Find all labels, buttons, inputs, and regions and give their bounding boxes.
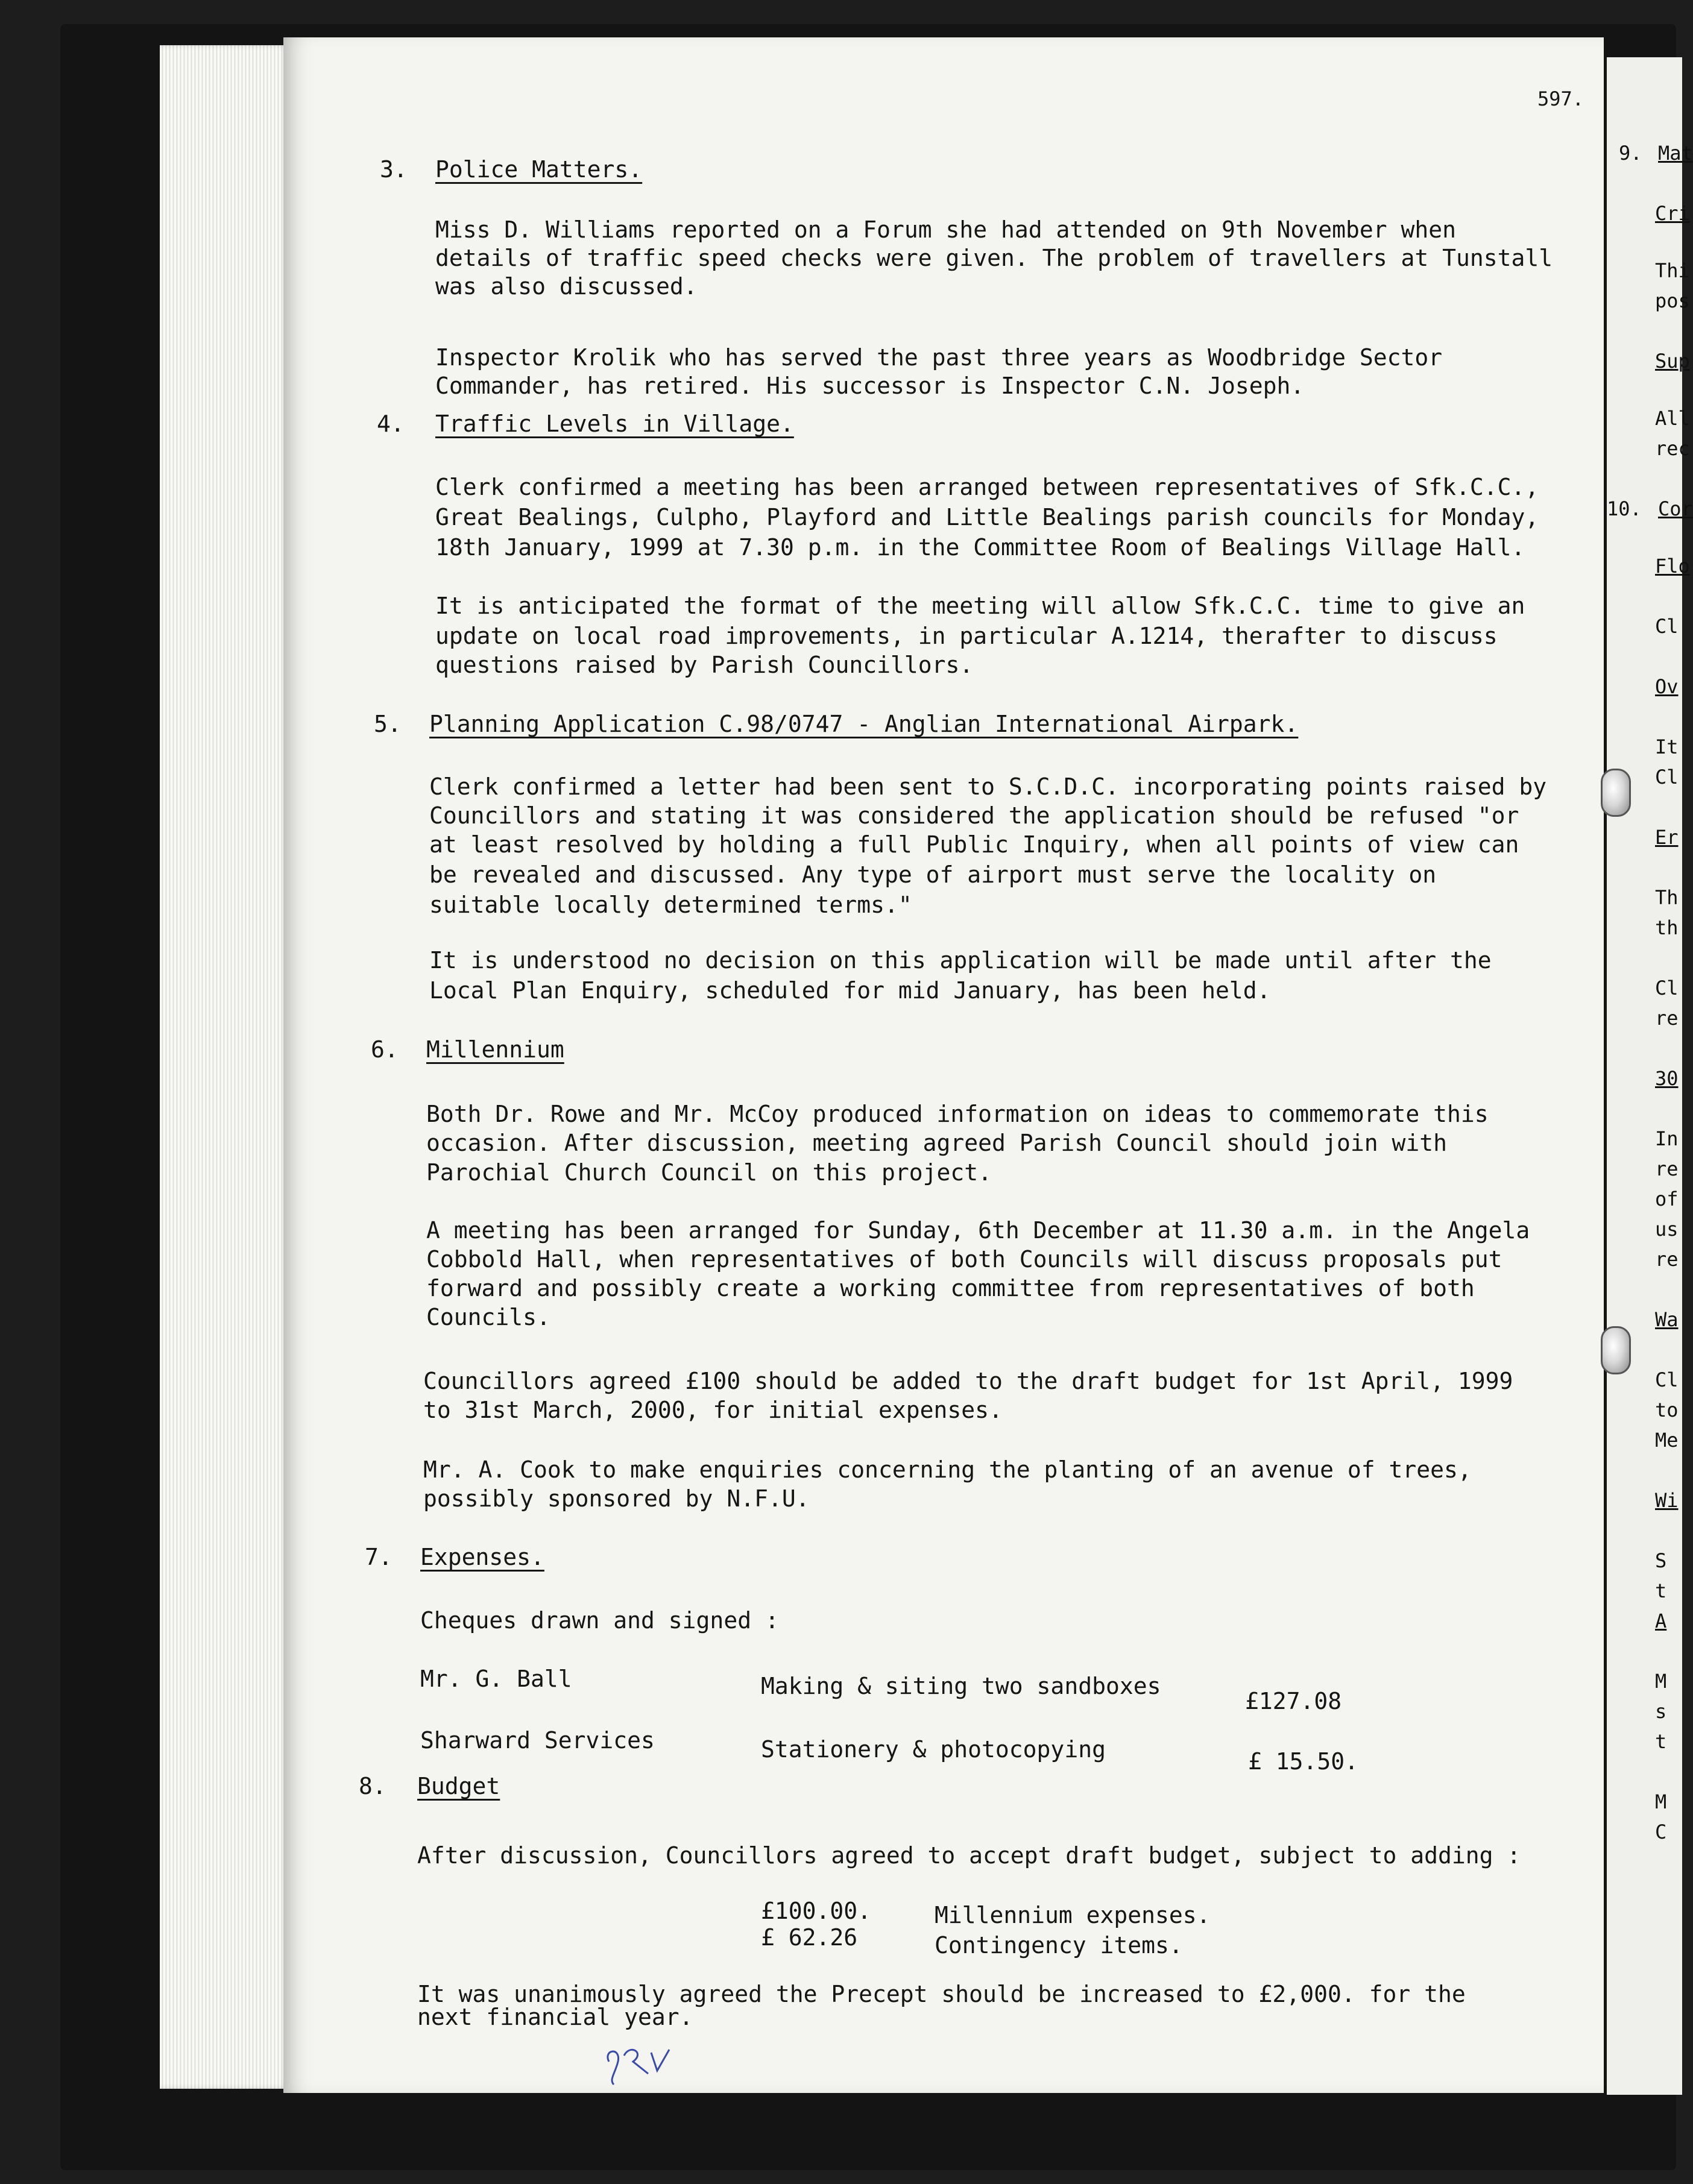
next-page-fragment: C [1655,1821,1667,1843]
text-line: next financial year. [417,2004,693,2030]
section-number: 6. [371,1036,399,1063]
budget-item: Contingency items. [935,1932,1183,1959]
text-line: It is anticipated the format of the meeting will allow Sfk.C.C. time to give an [435,593,1525,619]
text-line: Miss D. Williams reported on a Forum she had attended on 9th November when [435,216,1456,243]
section-number: 8. [359,1773,386,1799]
text-line: to 31st March, 2000, for initial expenses. [423,1397,1003,1423]
text-line: Both Dr. Rowe and Mr. McCoy produced information on ideas to commemorate this [426,1101,1489,1127]
next-page-fragment: M [1655,1670,1667,1693]
next-page-fragment: Mat [1658,142,1693,165]
next-page-fragment: to [1655,1399,1679,1421]
next-page-fragment: Thi [1655,259,1690,282]
section-number: 5. [374,711,402,737]
section-heading: Budget [417,1773,500,1799]
next-page-fragment: re [1655,1007,1679,1030]
expense-payee: Sharward Services [420,1727,655,1754]
next-page-fragment: Wa [1655,1308,1679,1331]
text-line: be revealed and discussed. Any type of airport must serve the locality on [429,861,1437,888]
section-heading: Millennium [426,1036,564,1063]
text-line: possibly sponsored by N.F.U. [423,1485,810,1512]
text-line: suitable locally determined terms." [429,892,912,918]
next-page-fragment: All [1655,407,1690,430]
next-page-fragment: of [1655,1188,1679,1210]
text-line: Councillors and stating it was considered the application should be refused "or [429,802,1519,829]
next-page-number: 9. [1619,142,1642,165]
next-page-fragment: In [1655,1127,1679,1150]
next-page-fragment: Cl [1655,615,1679,638]
next-page-fragment: Cor [1658,497,1693,520]
section-heading: Planning Application C.98/0747 - Anglian International Airpark. [429,711,1299,737]
text-line: update on local road improvements, in particular A.1214, therafter to discuss [435,623,1498,649]
text-line: Parochial Church Council on this project. [426,1159,992,1186]
text-line: Great Bealings, Culpho, Playford and Little Bealings parish councils for Monday, [435,504,1539,530]
next-page-fragment: re [1655,1157,1679,1180]
next-page-fragment: Cl [1655,766,1679,788]
next-page-fragment: re [1655,1248,1679,1271]
page-stack-edges [160,45,289,2089]
text-line: Cheques drawn and signed : [420,1607,779,1634]
binder-ring-hole [1601,769,1631,817]
text-line: Mr. A. Cook to make enquiries concerning the planting of an avenue of trees, [423,1456,1472,1483]
text-line: occasion. After discussion, meeting agreed Parish Council should join with [426,1130,1447,1156]
text-line: Local Plan Enquiry, scheduled for mid January, has been held. [429,977,1271,1004]
binder-ring-hole [1601,1326,1631,1374]
text-line: Cobbold Hall, when representatives of both Councils will discuss proposals put [426,1246,1502,1273]
next-page-fragment: th [1655,916,1679,939]
budget-amount: £100.00. [761,1898,872,1924]
section-number: 3. [380,156,408,183]
next-page-fragment: s [1655,1700,1667,1723]
next-page-fragment: Me [1655,1429,1679,1452]
text-line: A meeting has been arranged for Sunday, 6th December at 11.30 a.m. in the Angela [426,1217,1530,1244]
next-page-fragment: rec [1655,437,1690,460]
text-line: details of traffic speed checks were given. The problem of travellers at Tunstall [435,245,1553,271]
text-line: questions raised by Parish Councillors. [435,652,974,678]
next-page-fragment: t [1655,1579,1667,1602]
next-page-fragment: us [1655,1218,1679,1241]
next-page-number: 10. [1607,497,1642,520]
next-page-fragment: pos [1655,289,1690,312]
next-page-fragment: A [1655,1610,1667,1632]
text-line: After discussion, Councillors agreed to accept draft budget, subject to adding : [417,1842,1521,1869]
text-line: Clerk confirmed a letter had been sent to S.C.D.C. incorporating points raised by [429,773,1547,800]
text-line: Clerk confirmed a meeting has been arranged between representatives of Sfk.C.C., [435,474,1539,500]
text-line: Inspector Krolik who has served the past three years as Woodbridge Sector [435,344,1443,371]
expense-item: Making & siting two sandboxes [761,1673,1161,1699]
text-line: It was unanimously agreed the Precept should be increased to £2,000. for the [417,1981,1466,2007]
section-heading: Expenses. [420,1544,544,1570]
next-page-fragment: Er [1655,826,1679,849]
next-page-fragment: Th [1655,886,1679,909]
next-page-fragment: S [1655,1549,1667,1572]
expense-amount: £ 15.50. [1248,1748,1359,1775]
text-line: Commander, has retired. His successor is Inspector C.N. Joseph. [435,373,1305,399]
handwritten-initials [597,2038,681,2086]
section-number: 7. [365,1544,393,1570]
next-page-fragment: Wi [1655,1489,1679,1512]
next-page-fragment: t [1655,1730,1667,1753]
next-page-fragment: It [1655,735,1679,758]
text-line: forward and possibly create a working committee from representatives of both [426,1275,1475,1301]
text-line: was also discussed. [435,273,698,300]
next-page-fragment: 30 [1655,1067,1679,1090]
budget-item: Millennium expenses. [935,1902,1211,1928]
section-heading: Police Matters. [435,156,643,183]
expense-item: Stationery & photocopying [761,1736,1106,1763]
text-line: Councillors agreed £100 should be added to the draft budget for 1st April, 1999 [423,1368,1513,1394]
adjacent-page [1607,57,1693,2095]
next-page-fragment: Cri [1655,202,1690,225]
next-page-fragment: Ov [1655,675,1679,698]
budget-amount: £ 62.26 [761,1924,858,1951]
text-line: It is understood no decision on this application will be made until after the [429,947,1492,974]
next-page-fragment: M [1655,1790,1667,1813]
section-heading: Traffic Levels in Village. [435,411,794,437]
page-number: 597. [1537,87,1584,110]
expense-amount: £127.08 [1245,1688,1342,1714]
section-number: 4. [377,411,405,437]
text-line: Councils. [426,1304,550,1330]
next-page-fragment: Flo [1655,555,1690,577]
next-page-fragment: Cl [1655,1368,1679,1391]
next-page-fragment: Sup [1655,350,1690,373]
next-page-fragment: Cl [1655,977,1679,999]
text-line: at least resolved by holding a full Public Inquiry, when all points of view can [429,831,1519,858]
text-line: 18th January, 1999 at 7.30 p.m. in the Committee Room of Bealings Village Hall. [435,534,1525,561]
expense-payee: Mr. G. Ball [420,1666,572,1692]
